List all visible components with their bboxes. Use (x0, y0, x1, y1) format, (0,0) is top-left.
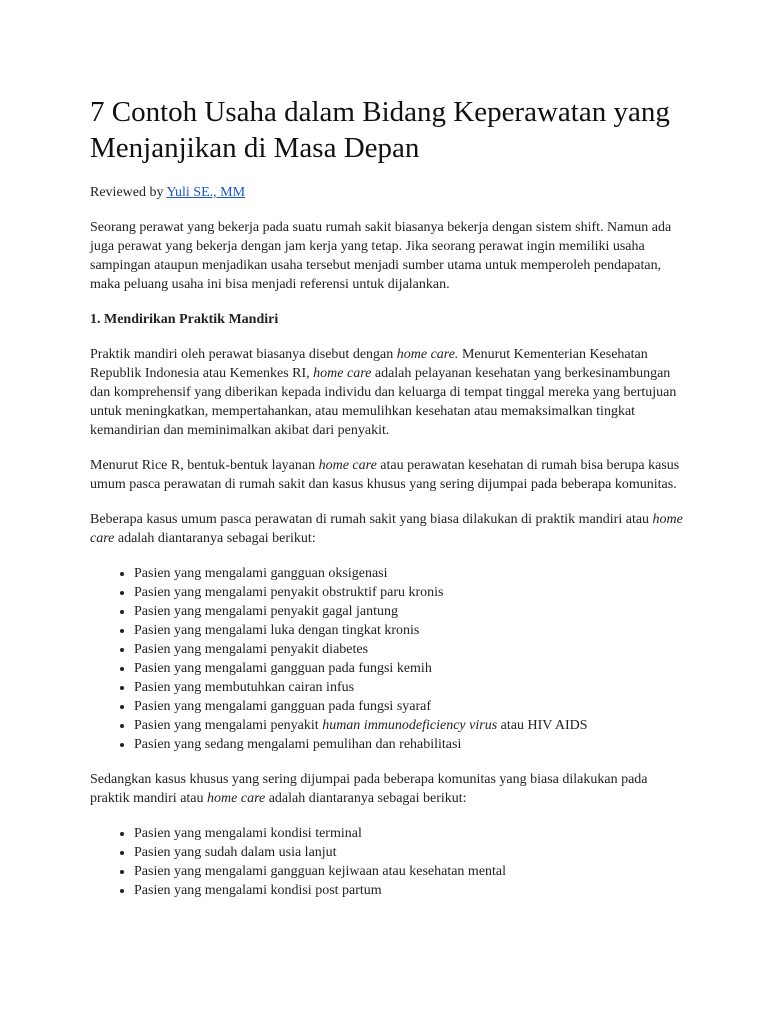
paragraph-rice-r (90, 456, 690, 494)
list-item: • Pasien yang sudah dalam usia lanjut (134, 843, 690, 862)
list-item: • Pasien yang mengalami gangguan pada fungsi syaraf (134, 697, 690, 716)
italic-term: home care (207, 791, 266, 806)
intro-paragraph: Seorang perawat yang bekerja pada suatu rumah sakit biasanya bekerja dengan sistem shift. Namun ada juga perawat yang bekerja dengan jam kerja yang tetap. Jika seorang perawat ingin memiliki usaha sampingan ataupun menjadikan usaha tersebut menjadi sumber utama untuk memperoleh pendapatan, maka peluang usaha ini bisa menjadi referensi untuk dijalankan. (90, 220, 672, 292)
text-run: Pasien yang mengalami penyakit (134, 718, 323, 733)
list-item: • Pasien yang sedang mengalami pemulihan dan rehabilitasi (134, 735, 690, 754)
section-heading-1: 1. Mendirikan Praktik Mandiri (90, 312, 279, 327)
list-item: • Pasien yang mengalami gangguan pada fungsi kemih (134, 659, 690, 678)
italic-term: home care (313, 366, 372, 381)
list-item: • Pasien yang mengalami penyakit diabetes (134, 640, 690, 659)
byline (90, 183, 690, 203)
italic-term: home care (90, 512, 683, 546)
list-item (134, 716, 690, 735)
list-item: • Pasien yang mengalami penyakit obstruktif paru kronis (134, 583, 690, 602)
italic-term: home care (318, 458, 377, 473)
list-item: • Pasien yang mengalami kondisi post partum (134, 881, 690, 900)
text-run: atau perawatan kesehatan di rumah bisa berupa kasus umum pasca perawatan di rumah sakit dan kasus khusus yang sering dijumpai pada beberapa komunitas. (90, 458, 680, 492)
italic-term: home care. (396, 347, 459, 362)
text-run: Beberapa kasus umum pasca perawatan di rumah sakit yang biasa dilakukan di praktik mandiri atau (90, 512, 653, 527)
special-cases-list (90, 824, 690, 900)
text-run: Sedangkan kasus khusus yang sering dijumpai pada beberapa komunitas yang biasa dilakukan pada praktik mandiri atau (90, 772, 648, 806)
text-run: Menurut Kementerian Kesehatan Republik Indonesia atau Kemenkes RI, (90, 347, 648, 381)
text-run: adalah diantaranya sebagai berikut: (114, 531, 316, 546)
list-item: • Pasien yang mengalami gangguan kejiwaan atau kesehatan mental (134, 862, 690, 881)
paragraph-home-care-definition (90, 345, 690, 440)
byline-prefix: Reviewed by (90, 185, 167, 200)
author-link[interactable]: Yuli SE., MM (166, 185, 246, 200)
list-item: • Pasien yang membutuhkan cairan infus (134, 678, 690, 697)
general-cases-list (90, 564, 690, 754)
list-item: • Pasien yang mengalami penyakit gagal jantung (134, 602, 690, 621)
list-item: • Pasien yang mengalami luka dengan tingkat kronis (134, 621, 690, 640)
list-item: • Pasien yang mengalami gangguan oksigenasi (134, 564, 690, 583)
text-run: atau HIV AIDS (497, 718, 588, 733)
article-body (90, 94, 690, 916)
list-item: • Pasien yang mengalami kondisi terminal (134, 824, 690, 843)
paragraph-special-cases (90, 770, 690, 808)
paragraph-general-cases (90, 510, 690, 548)
text-run: adalah pelayanan kesehatan yang berkesinambungan dan komprehensif yang diberikan kepada individu dan keluarga di tempat tinggal mereka yang bertujuan untuk meningkatkan, mempertahankan, atau memulihkan kesehatan atau memaksimalkan tingkat kemandirian dan meminimalkan akibat dari penyakit. (90, 366, 677, 438)
article-title: 7 Contoh Usaha dalam Bidang Keperawatan yang Menjanjikan di Masa Depan (90, 96, 670, 164)
text-run: Menurut Rice R, bentuk-bentuk layanan (90, 458, 319, 473)
text-run: adalah diantaranya sebagai berikut: (265, 791, 467, 806)
italic-term: human immunodeficiency virus (322, 718, 498, 733)
text-run: Praktik mandiri oleh perawat biasanya disebut dengan (90, 347, 397, 362)
